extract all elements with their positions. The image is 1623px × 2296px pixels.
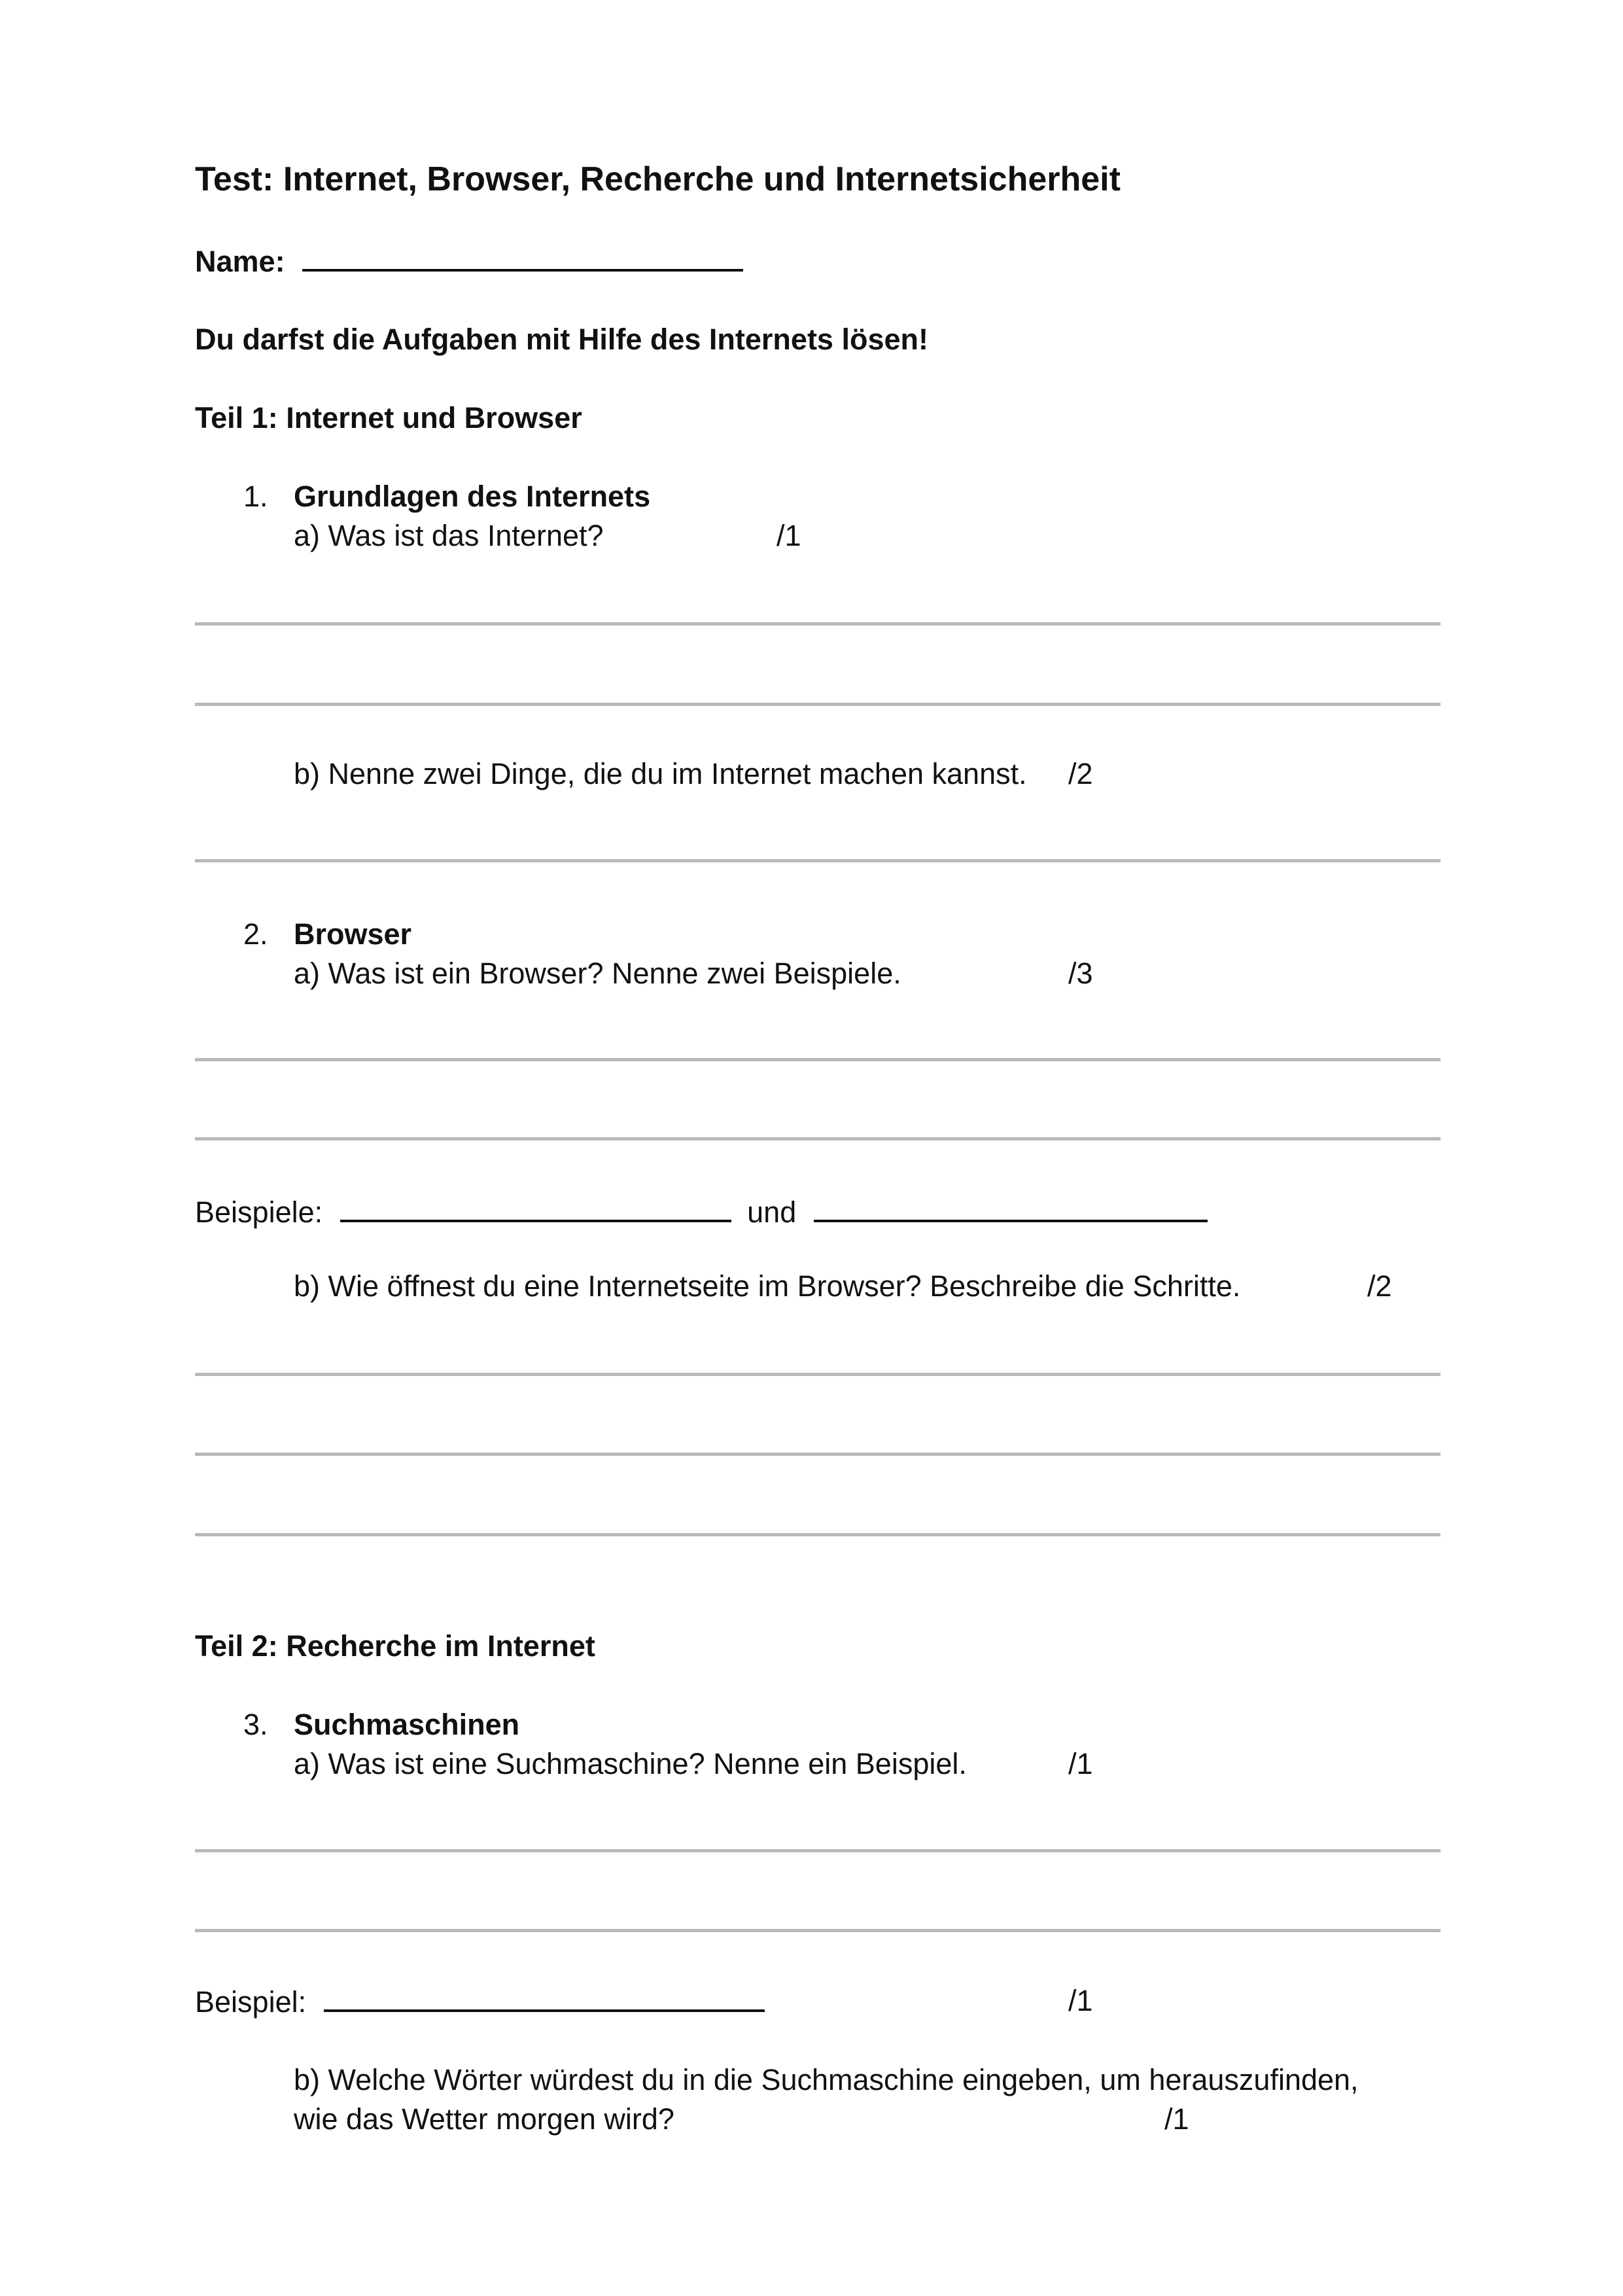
name-row: [195, 245, 743, 276]
q1a-points: /1: [777, 519, 801, 552]
q3-number: 3.: [243, 1708, 268, 1741]
answer-line[interactable]: [195, 1373, 1440, 1376]
part1-heading: Teil 1: Internet und Browser: [195, 401, 582, 434]
example-blank-2[interactable]: [814, 1196, 1208, 1222]
example-blank[interactable]: [324, 1986, 765, 2012]
q1b-points: /2: [1068, 757, 1093, 790]
q3b-points: /1: [1164, 2102, 1189, 2136]
name-blank[interactable]: [302, 245, 743, 272]
q3-example-points: /1: [1068, 1984, 1093, 2017]
q3b-question-line2: wie das Wetter morgen wird?: [294, 2102, 674, 2136]
page-title: Test: Internet, Browser, Recherche und Internetsicherheit: [195, 160, 1121, 198]
example-label: Beispiel:: [195, 1985, 307, 2019]
q2-number: 2.: [243, 917, 268, 951]
answer-line[interactable]: [195, 859, 1440, 862]
q3b-question-line1: b) Welche Wörter würdest du in die Suchmaschine eingeben, um herauszufinden,: [294, 2063, 1359, 2096]
answer-line[interactable]: [195, 1453, 1440, 1456]
q2a-question: a) Was ist ein Browser? Nenne zwei Beispiele.: [294, 957, 901, 990]
answer-line[interactable]: [195, 1058, 1440, 1061]
q2b-points: /2: [1367, 1269, 1392, 1303]
q1-number: 1.: [243, 480, 268, 513]
q3-title: Suchmaschinen: [294, 1708, 520, 1741]
q1b-question: b) Nenne zwei Dinge, die du im Internet machen kannst.: [294, 757, 1027, 790]
q2a-points: /3: [1068, 957, 1093, 990]
example-row: [195, 1986, 765, 2017]
part2-heading: Teil 2: Recherche im Internet: [195, 1629, 595, 1663]
q2b-question: b) Wie öffnest du eine Internetseite im Browser? Beschreibe die Schritte.: [294, 1269, 1241, 1303]
q1a-question: a) Was ist das Internet?: [294, 519, 604, 552]
examples-row: [195, 1196, 1208, 1227]
answer-line[interactable]: [195, 1533, 1440, 1536]
examples-label: Beispiele:: [195, 1195, 323, 1229]
answer-line[interactable]: [195, 1929, 1440, 1932]
instruction: Du darfst die Aufgaben mit Hilfe des Internets lösen!: [195, 323, 928, 356]
q3a-question: a) Was ist eine Suchmaschine? Nenne ein Beispiel.: [294, 1747, 967, 1780]
examples-and: und: [747, 1195, 797, 1229]
answer-line[interactable]: [195, 622, 1440, 626]
example-blank-1[interactable]: [340, 1196, 731, 1222]
answer-line[interactable]: [195, 703, 1440, 706]
q3a-points: /1: [1068, 1747, 1093, 1780]
name-label: Name:: [195, 245, 285, 278]
q2-title: Browser: [294, 917, 412, 951]
answer-line[interactable]: [195, 1849, 1440, 1852]
answer-line[interactable]: [195, 1137, 1440, 1140]
q1-title: Grundlagen des Internets: [294, 480, 651, 513]
